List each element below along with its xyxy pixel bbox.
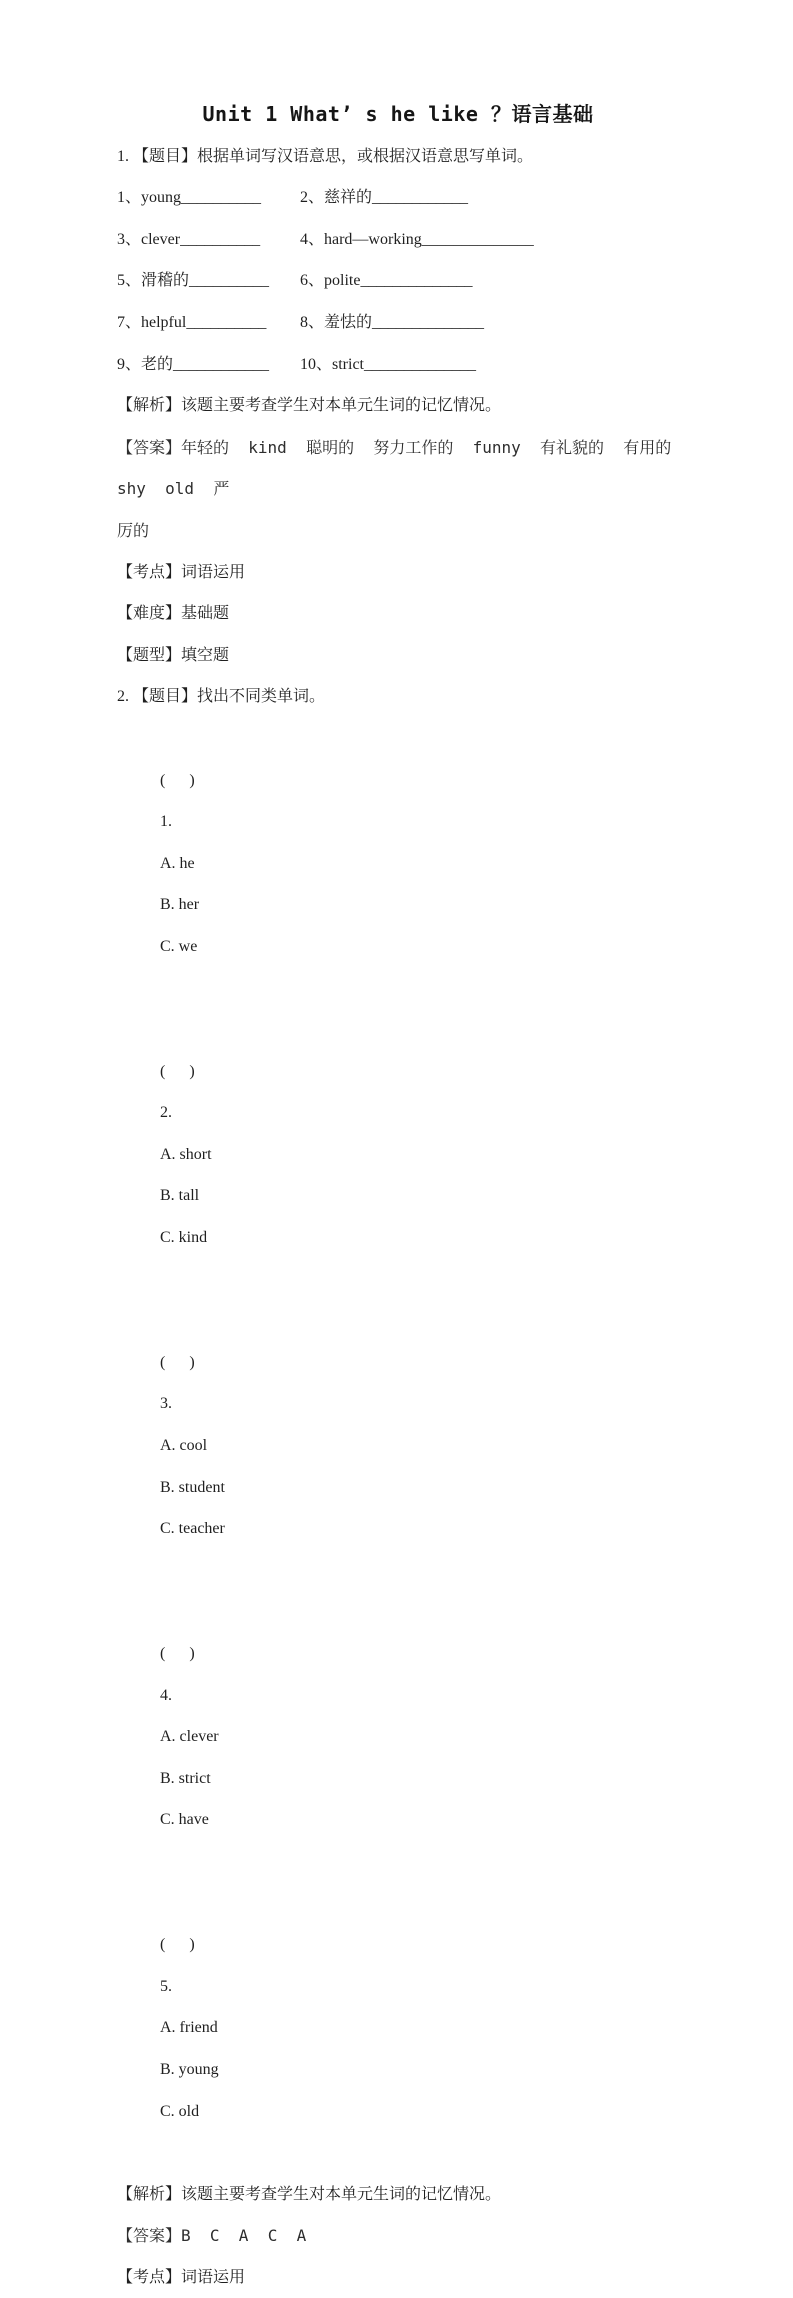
answer-bracket: ( ): [160, 1353, 195, 1371]
choice-option-c: C. we: [160, 937, 198, 955]
answer-bracket: ( ): [160, 1062, 195, 1080]
answer-bracket: ( ): [160, 1936, 195, 1954]
vocab-item-10: 10、strict______________: [300, 355, 476, 373]
vocab-item-4: 4、hard—working______________: [300, 230, 534, 248]
choice-number: 3.: [160, 1395, 172, 1413]
vocab-item-3: 3、clever__________: [117, 230, 261, 248]
vocab-row-1: [117, 177, 679, 219]
vocab-row-3: [117, 260, 679, 302]
answer-bracket: ( ): [160, 1644, 195, 1662]
choice-option-c: C. kind: [160, 1229, 208, 1247]
choice-row-5: [117, 1883, 679, 2174]
choice-option-c: C. teacher: [160, 1520, 225, 1538]
answer-bracket: ( ): [160, 771, 195, 789]
choice-row-1: [117, 718, 679, 1009]
document-title: Unit 1 What’ s he like ？语言基础: [202, 102, 594, 126]
choice-option-c: C. have: [160, 1811, 209, 1829]
choice-option-a: A. friend: [160, 2019, 218, 2037]
vocab-item-8: 8、羞怯的______________: [300, 313, 485, 331]
vocab-item-6: 6、polite______________: [300, 272, 473, 290]
choice-number: 2.: [160, 1104, 172, 1122]
vocab-row-2: [117, 219, 679, 261]
answer-text-2: 【答案】B C A C A: [117, 2226, 307, 2246]
analysis-text-1: 【解析】该题主要考查学生对本单元生词的记忆情况。: [117, 397, 502, 415]
vocab-row-4: [117, 302, 679, 344]
vocab-item-7: 7、helpful__________: [117, 313, 267, 331]
choice-option-a: A. short: [160, 1145, 212, 1163]
choice-row-3: [117, 1300, 679, 1591]
choice-number: 5.: [160, 1977, 172, 1995]
section-question-1: [117, 136, 691, 677]
analysis-text-2: 【解析】该题主要考查学生对本单元生词的记忆情况。: [117, 2185, 502, 2203]
choice-option-b: B. her: [160, 896, 200, 914]
question-2-heading: 2. 【题目】找出不同类单词。: [117, 688, 326, 706]
exam-point-text-2: 【考点】词语运用: [117, 2268, 246, 2286]
vocab-item-9: 9、老的____________: [117, 355, 270, 373]
choice-number: 1.: [160, 813, 172, 831]
choice-number: 4.: [160, 1686, 172, 1704]
choice-row-2: [117, 1009, 679, 1300]
choice-option-c: C. old: [160, 2102, 200, 2120]
answer-text-1-line-1: 【答案】年轻的 kind 聪明的 努力工作的 funny 有礼貌的 有用的 shy old 严: [117, 437, 691, 499]
answer-text-1-line-2: 厉的: [117, 520, 150, 540]
choice-option-a: A. clever: [160, 1728, 219, 1746]
section-question-2: [117, 676, 679, 2298]
choice-option-a: A. he: [160, 854, 195, 872]
choice-option-b: B. young: [160, 2060, 219, 2078]
vocab-item-2: 2、慈祥的____________: [300, 189, 469, 207]
difficulty-text: 【难度】基础题: [117, 605, 230, 623]
document-content: [117, 94, 691, 2298]
choice-option-b: B. tall: [160, 1187, 200, 1205]
choice-option-a: A. cool: [160, 1437, 208, 1454]
exam-point-text-1: 【考点】词语运用: [117, 563, 246, 581]
vocab-item-5: 5、滑稽的__________: [117, 272, 270, 290]
question-1-heading: 1. 【题目】根据单词写汉语意思，或根据汉语意思写单词。: [117, 147, 534, 165]
question-type-text: 【题型】填空题: [117, 646, 230, 664]
vocab-row-5: [117, 344, 679, 386]
vocab-item-1: 1、young__________: [117, 189, 262, 207]
choice-row-4: [117, 1591, 679, 1882]
choice-option-b: B. strict: [160, 1769, 211, 1787]
choice-option-b: B. student: [160, 1478, 225, 1496]
